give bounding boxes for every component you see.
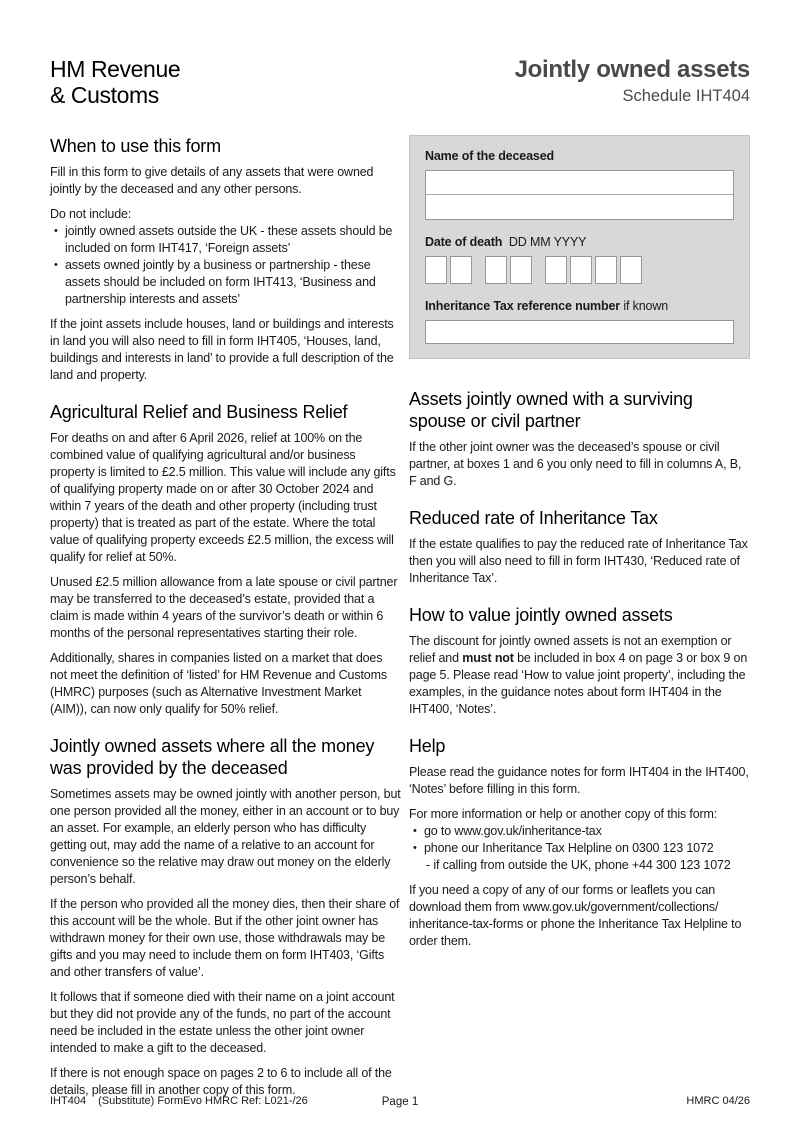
footer <box>50 1095 750 1111</box>
footer-form-reference: IHT404 (Substitute) FormEvo HMRC Ref: L021-/26 <box>50 1095 308 1107</box>
date-format-hint: DD MM YYYY <box>508 235 587 249</box>
paragraph: For more information or help or another copy of this form: <box>408 807 718 821</box>
right-column <box>409 135 750 1107</box>
header <box>50 56 750 108</box>
paragraph: Do not include: <box>50 207 132 221</box>
paragraph: If you need a copy of any of our forms or leaflets you can download them from www.gov.uk/government/collections/ inheritance-tax-forms or phone the Inheritance Tax Helpline to order them. <box>408 883 742 948</box>
section-heading-when-to-use: When to use this form <box>50 136 221 156</box>
date-month-digit-1[interactable] <box>485 256 507 284</box>
date-day-digit-1[interactable] <box>425 256 447 284</box>
date-year-digit-3[interactable] <box>595 256 617 284</box>
form-title: Jointly owned assets <box>514 56 750 83</box>
paragraph: Sometimes assets may be owned jointly with another person, but one person provided all the money, either in an account or to buy an asset. For example, an elderly person who has difficulty getting out, may add the name of a relative to an account for convenience so the relative may draw out money on the elderly person’s behalf. <box>50 787 401 886</box>
left-column <box>50 135 401 1107</box>
list-item: • jointly owned assets outside the UK - these assets should be included on form IHT417, ‘Foreign assets’ <box>54 223 401 257</box>
list-item: • assets owned jointly by a business or partnership - these assets should be included on form IHT413, ‘Business and partnership interests and assets’ <box>54 257 401 308</box>
section-heading-agricultural-relief: Agricultural Relief and Business Relief <box>50 402 348 422</box>
list-item-helpline: • phone our Inheritance Tax Helpline on 0300 123 1072 - if calling from outside the UK, phone +44 300 123 1072 <box>413 840 750 874</box>
help-list <box>413 823 750 874</box>
section-heading-help: Help <box>408 736 446 756</box>
page-number: Page 1 <box>381 1096 419 1108</box>
date-day-digit-2[interactable] <box>450 256 472 284</box>
hmrc-logo-line1: HM Revenue <box>50 56 181 82</box>
date-of-death-field <box>425 256 734 284</box>
helpline-international: - if calling from outside the UK, phone +44 300 123 1072 <box>425 858 731 872</box>
paragraph: If the other joint owner was the deceased’s spouse or civil partner, at boxes 1 and 6 you only need to fill in columns A, B, F and G. <box>408 440 742 488</box>
exclusion-list <box>54 223 401 308</box>
list-item-inheritance-tax-link: • go to www.gov.uk/inheritance-tax <box>413 823 750 840</box>
section-heading-money-provided: Jointly owned assets where all the money was provided by the deceased <box>50 736 375 778</box>
paragraph: For deaths on and after 6 April 2026, relief at 100% on the combined value of qualifying agricultural and/or business property is limited to £2.5 million. This value will include any gifts of qualifying property made on or after 30 October 2024 and within 7 years of the death and other property (including trust property) that is treated as part of the estate. Where the total value of qualifying property exceeds £2.5 million, the excess will qualify for relief at 50%. <box>50 431 396 564</box>
section-heading-reduced-rate: Reduced rate of Inheritance Tax <box>408 508 658 528</box>
date-year-digit-4[interactable] <box>620 256 642 284</box>
paragraph: Fill in this form to give details of any assets that were owned jointly by the deceased and any other persons. <box>50 165 374 196</box>
hmrc-logo <box>50 56 180 108</box>
name-of-deceased-field <box>425 170 734 220</box>
section-heading-surviving-spouse: Assets jointly owned with a surviving spouse or civil partner <box>408 389 693 431</box>
paragraph: If the person who provided all the money dies, then their share of this account will be the whole. But if the other joint owner has withdrawn money for their own use, those withdrawals may be gifts and you may need to include them on form IHT403, ‘Gifts and other transfers of value’. <box>50 897 400 979</box>
paragraph: If there is not enough space on pages 2 to 6 to include all of the details, please fill in another copy of this form. <box>50 1066 392 1097</box>
form-subtitle: Schedule IHT404 <box>622 87 750 105</box>
iht-reference-input[interactable] <box>425 320 734 344</box>
name-of-deceased-input-line1[interactable] <box>426 171 733 195</box>
paragraph: Please read the guidance notes for form IHT404 in the IHT400, ‘Notes’ before filling in this form. <box>408 765 749 796</box>
footer-version: HMRC 04/26 <box>686 1095 750 1107</box>
paragraph: If the joint assets include houses, land or buildings and interests in land you will also need to fill in form IHT405, ‘Houses, land, buildings and interests in land’ to provide a full description of the land and property. <box>50 317 394 382</box>
deceased-details-panel <box>409 135 750 359</box>
name-of-deceased-label: Name of the deceased <box>424 149 554 163</box>
paragraph: If the estate qualifies to pay the reduced rate of Inheritance Tax then you will also need to fill in form IHT430, ‘Reduced rate of Inheritance Tax’. <box>408 537 748 585</box>
paragraph: It follows that if someone died with their name on a joint account but they did not provide any of the funds, no part of the account need be included in the estate unless the other joint owner intended to make a gift to the deceased. <box>50 990 395 1055</box>
iht-reference-label: Inheritance Tax reference number if known <box>424 299 669 313</box>
date-of-death-label: Date of death DD MM YYYY <box>424 235 587 249</box>
date-month-digit-2[interactable] <box>510 256 532 284</box>
date-year-digit-1[interactable] <box>545 256 567 284</box>
title-block <box>515 56 750 106</box>
section-heading-how-to-value: How to value jointly owned assets <box>408 605 673 625</box>
paragraph: Unused £2.5 million allowance from a late spouse or civil partner may be transferred to the deceased’s estate, provided that a claim is made within 4 years of the survivor’s death or within 6 months of the personal representatives starting their role. <box>50 575 398 640</box>
paragraph: Additionally, shares in companies listed on a market that does not meet the definition of ‘listed’ for HM Revenue and Customs (HMRC) purposes (such as Alternative Investment Market (AIM)), can now only qualify for 50% relief. <box>50 651 387 716</box>
paragraph: The discount for jointly owned assets is not an exemption or relief and must not be included in box 4 on page 3 or box 9 on page 5. Please read ‘How to value joint property’, including the examples, in the guidance notes about form IHT404 in the IHT400, ‘Notes’. <box>408 634 748 716</box>
date-year-digit-2[interactable] <box>570 256 592 284</box>
name-of-deceased-input-line2[interactable] <box>426 195 733 219</box>
hmrc-logo-line2: & Customs <box>50 82 159 108</box>
